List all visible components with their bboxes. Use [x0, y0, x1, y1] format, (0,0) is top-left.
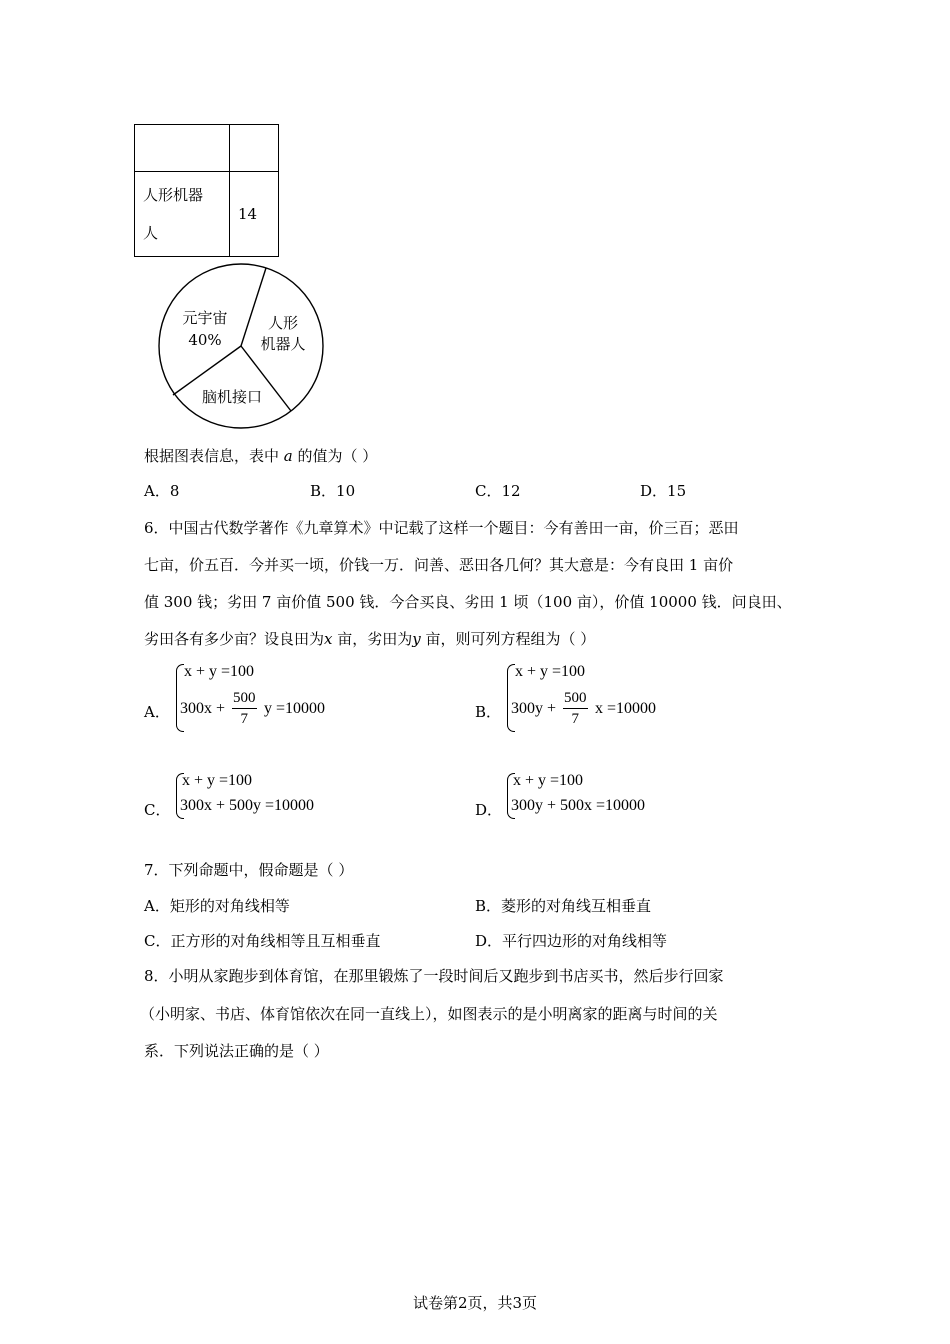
brace-icon: [176, 664, 184, 732]
equation-2-part: 300y +: [511, 700, 557, 717]
brace-icon: [507, 664, 515, 732]
table-cell: [135, 125, 230, 172]
cell-text-line1: 人形机器: [143, 186, 204, 204]
table-cell: [135, 172, 230, 257]
page-footer: 试卷第2页，共3页: [412, 1294, 538, 1312]
equation-1: x + y =100: [182, 772, 253, 789]
q7-option-a[interactable]: A．矩形的对角线相等: [144, 897, 290, 915]
q8-stem-line: 系．下列说法正确的是（ ）: [144, 1042, 329, 1060]
q7-option-d[interactable]: D．平行四边形的对角线相等: [475, 932, 668, 950]
q5-option-a[interactable]: A．8: [144, 482, 180, 500]
q8-stem-line: （小明家、书店、体育馆依次在同一直线上），如图表示的是小明离家的距离与时间的关: [140, 1005, 718, 1023]
option-label: B．: [475, 703, 502, 721]
option-label: C．: [144, 801, 171, 819]
equation-2-part: y =10000: [264, 700, 326, 717]
equation-2-part: x =10000: [595, 700, 657, 717]
pie-label: 40%: [188, 331, 222, 349]
q5-option-c[interactable]: C．12: [475, 482, 521, 500]
fraction-numerator: 500: [563, 688, 588, 709]
table-row: [135, 125, 279, 172]
q7-stem: 7．下列命题中，假命题是（ ）: [144, 861, 354, 879]
q7-option-c[interactable]: C．正方形的对角线相等且互相垂直: [144, 932, 381, 950]
q5-stem: 根据图表信息，表中 a 的值为（ ）: [144, 447, 378, 465]
fraction: [563, 688, 588, 729]
equation-1: x + y =100: [515, 663, 586, 680]
fraction-numerator: 500: [232, 688, 257, 709]
q6-stem-line: 6．中国古代数学著作《九章算术》中记载了这样一个题目：今有善田一亩，价三百；恶田: [144, 519, 739, 537]
q6-stem-line: 劣田各有多少亩？设良田为x 亩，劣田为y 亩，则可列方程组为（ ）: [144, 630, 596, 648]
q6-stem-line: 值 300 钱；劣田 7 亩价值 500 钱．今合买良、劣田 1 顷（100 亩），价值 10000 钱．问良田、: [144, 593, 792, 611]
q8-stem-line: 8．小明从家跑步到体育馆，在那里锻炼了一段时间后又跑步到书店买书，然后步行回家: [144, 967, 724, 985]
option-label: D．: [475, 801, 503, 819]
equation-1: x + y =100: [184, 663, 255, 680]
q5-option-d[interactable]: D．15: [640, 482, 687, 500]
option-label: A．: [144, 703, 170, 721]
q5-option-b[interactable]: B．10: [310, 482, 356, 500]
fraction-denominator: 7: [240, 711, 248, 727]
cell-value: 14: [238, 205, 258, 223]
data-table: [134, 124, 279, 257]
cell-text-line2: 人: [143, 224, 159, 242]
pie-label: 机器人: [260, 335, 306, 353]
table-row: [135, 172, 279, 257]
equation-2-part: 300x +: [180, 700, 226, 717]
fraction: [232, 688, 257, 729]
q6-stem-line: 七亩，价五百．今并买一顷，价钱一万．问善、恶田各几何？其大意是：今有良田 1 亩价: [144, 556, 734, 574]
equation-2: 300y + 500x =10000: [511, 797, 646, 814]
pie-label: 元宇宙: [182, 309, 228, 327]
pie-label: 人形: [267, 314, 299, 332]
pie-label: 脑机接口: [201, 388, 263, 406]
equation-1: x + y =100: [513, 772, 584, 789]
table-cell: [230, 172, 279, 257]
table-cell: [230, 125, 279, 172]
equation-2: 300x + 500y =10000: [180, 797, 315, 814]
fraction-denominator: 7: [571, 711, 579, 727]
q7-option-b[interactable]: B．菱形的对角线互相垂直: [475, 897, 652, 915]
pie-chart: [150, 262, 335, 432]
